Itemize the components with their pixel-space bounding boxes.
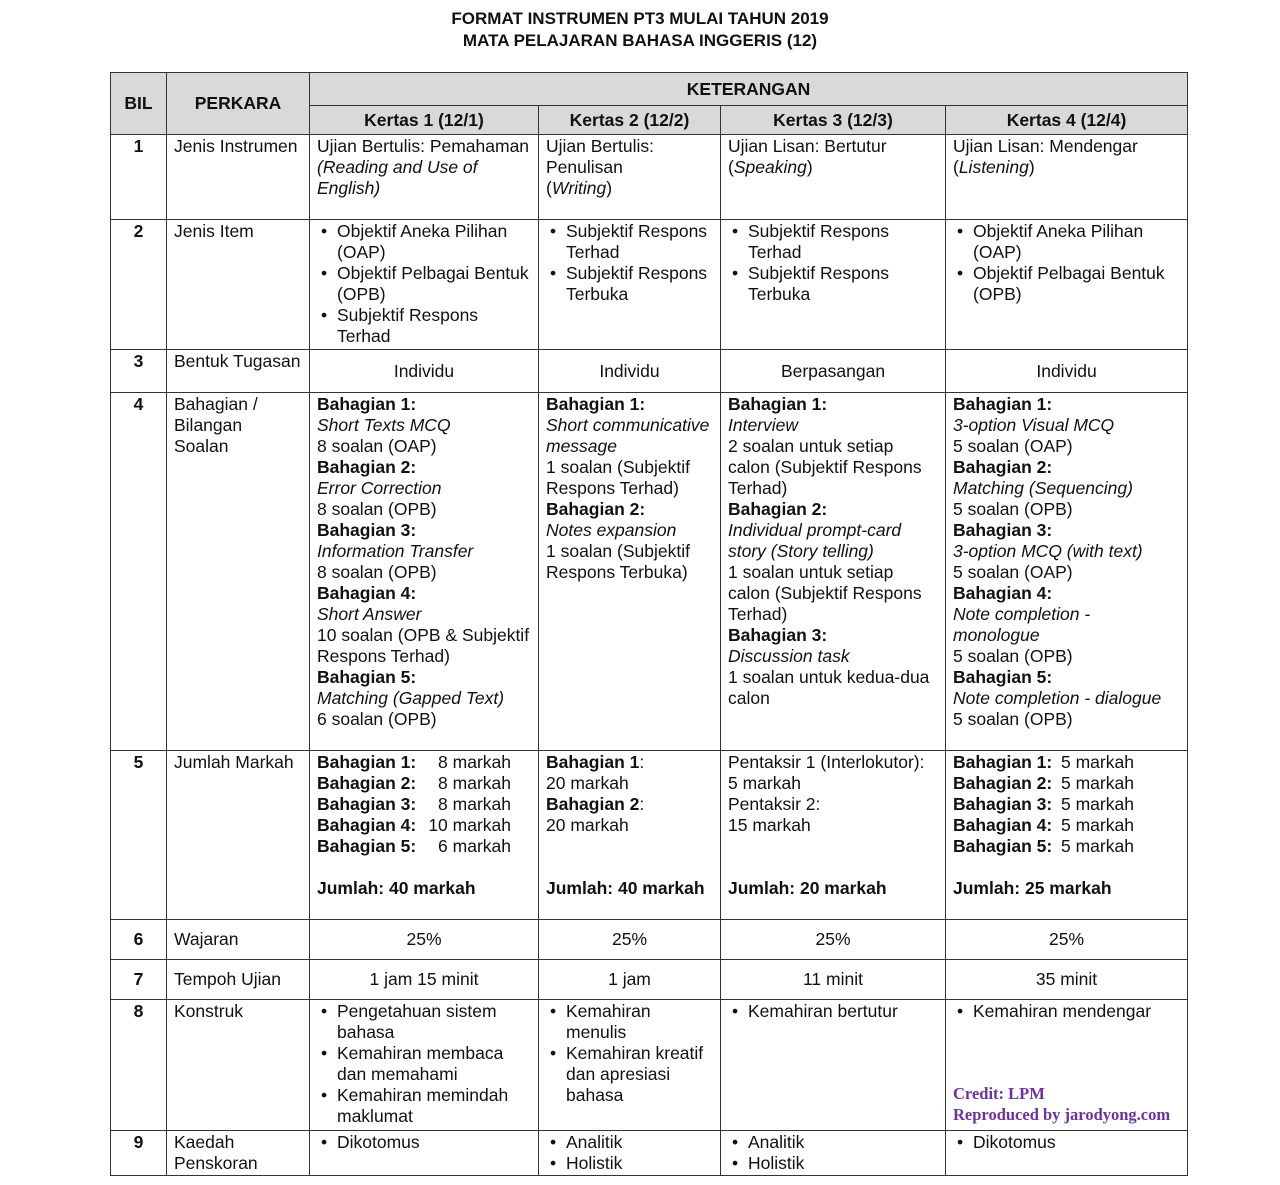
list-item: • Analitik bbox=[546, 1132, 713, 1153]
list-item: • Dikotomus bbox=[953, 1132, 1180, 1153]
list-item: • Subjektif Respons Terbuka bbox=[728, 263, 938, 305]
cell-k4 bbox=[946, 1131, 1188, 1176]
cell-k4: Bahagian 1: 3-option Visual MCQ 5 soalan (OAP) Bahagian 2: Matching (Sequencing) 5 soalan (OPB) Bahagian 3: 3-option MCQ (with text) 5 soalan (OAP) Bahagian 4: Note completion - monologue 5 soalan (OPB) Bahagian 5: Note completion - dialogue 5 soalan (OPB) bbox=[946, 393, 1188, 751]
list-item: • Subjektif Respons Terhad bbox=[728, 221, 938, 263]
list-item: • Kemahiran menulis bbox=[546, 1001, 713, 1043]
header-kertas-2: Kertas 2 (12/2) bbox=[539, 106, 721, 135]
cell-k3: Ujian Lisan: Bertutur (Speaking) bbox=[721, 135, 946, 220]
list-item: • Holistik bbox=[728, 1153, 938, 1174]
table-row bbox=[111, 350, 1188, 393]
list-item: • Subjektif Respons Terhad bbox=[317, 305, 531, 347]
cell-k2: Bahagian 1: Short communicative message 1 soalan (Subjektif Respons Terhad) Bahagian 2: Notes expansion 1 soalan (Subjektif Respons Terbuka) bbox=[539, 393, 721, 751]
cell-k2: 1 jam bbox=[539, 960, 721, 1000]
credit-line: Credit: LPM bbox=[953, 1084, 1045, 1103]
cell-k2: Bahagian 1: 20 markah Bahagian 2: 20 markah Jumlah: 40 markah bbox=[539, 751, 721, 920]
header-bil: BIL bbox=[111, 73, 167, 135]
row-label: Kaedah Penskoran bbox=[167, 1131, 310, 1176]
row-label: Wajaran bbox=[167, 920, 310, 960]
header-kertas-3: Kertas 3 (12/3) bbox=[721, 106, 946, 135]
table-row bbox=[111, 751, 1188, 920]
cell-k3 bbox=[721, 1000, 946, 1131]
cell-k3: Berpasangan bbox=[721, 350, 946, 393]
cell-k4 bbox=[946, 220, 1188, 350]
cell-k3: Bahagian 1: Interview 2 soalan untuk setiap calon (Subjektif Respons Terhad) Bahagian 2: Individual prompt-card story (Story telling) 1 soalan untuk setiap calon (Subjektif Respons Terhad) Bahagian 3: Discussion task 1 soalan untuk kedua-dua calon bbox=[721, 393, 946, 751]
cell-k4: 35 minit bbox=[946, 960, 1188, 1000]
list-item: • Kemahiran mendengar bbox=[953, 1001, 1180, 1022]
cell-k2 bbox=[539, 1131, 721, 1176]
row-number: 9 bbox=[111, 1131, 167, 1176]
row-label: Jumlah Markah bbox=[167, 751, 310, 920]
cell-k1: 1 jam 15 minit bbox=[310, 960, 539, 1000]
table-row bbox=[111, 1131, 1188, 1176]
row-number: 7 bbox=[111, 960, 167, 1000]
row-number: 4 bbox=[111, 393, 167, 751]
list-item: • Objektif Aneka Pilihan (OAP) bbox=[953, 221, 1180, 263]
list-item: • Dikotomus bbox=[317, 1132, 531, 1153]
row-label: Jenis Item bbox=[167, 220, 310, 350]
header-perkara: PERKARA bbox=[167, 73, 310, 135]
list-item: • Holistik bbox=[546, 1153, 713, 1174]
cell-k3: 25% bbox=[721, 920, 946, 960]
cell-k4: Individu bbox=[946, 350, 1188, 393]
cell-k1: Individu bbox=[310, 350, 539, 393]
cell-k2 bbox=[539, 220, 721, 350]
row-number: 2 bbox=[111, 220, 167, 350]
cell-k3: Pentaksir 1 (Interlokutor): 5 markah Pentaksir 2: 15 markah Jumlah: 20 markah bbox=[721, 751, 946, 920]
cell-k4: Ujian Lisan: Mendengar (Listening) bbox=[946, 135, 1188, 220]
cell-k2: 25% bbox=[539, 920, 721, 960]
row-number: 6 bbox=[111, 920, 167, 960]
header-kertas-1: Kertas 1 (12/1) bbox=[310, 106, 539, 135]
list-item: • Kemahiran bertutur bbox=[728, 1001, 938, 1022]
list-item: • Objektif Aneka Pilihan (OAP) bbox=[317, 221, 531, 263]
table-row bbox=[111, 393, 1188, 751]
list-item: • Objektif Pelbagai Bentuk (OPB) bbox=[317, 263, 531, 305]
cell-k2 bbox=[539, 1000, 721, 1131]
cell-k1: Bahagian 1: Short Texts MCQ 8 soalan (OAP) Bahagian 2: Error Correction 8 soalan (OPB) Bahagian 3: Information Transfer 8 soalan (OPB) Bahagian 4: Short Answer 10 soalan (OPB & Subjektif Respons Terhad) Bahagian 5: Matching (Gapped Text) 6 soalan (OPB) bbox=[310, 393, 539, 751]
cell-k4: Bahagian 1: 5 markah Bahagian 2: 5 markah Bahagian 3: 5 markah Bahagian 4: 5 markah Bahagian 5: 5 markah Jumlah: 25 markah bbox=[946, 751, 1188, 920]
row-label: Konstruk bbox=[167, 1000, 310, 1131]
cell-k1: 25% bbox=[310, 920, 539, 960]
list-item: • Analitik bbox=[728, 1132, 938, 1153]
row-label: Bahagian / Bilangan Soalan bbox=[167, 393, 310, 751]
credit-watermark bbox=[953, 1083, 1170, 1125]
row-number: 5 bbox=[111, 751, 167, 920]
table-row bbox=[111, 960, 1188, 1000]
list-item: • Kemahiran kreatif dan apresiasi bahasa bbox=[546, 1043, 713, 1106]
document-subtitle: MATA PELAJARAN BAHASA INGGERIS (12) bbox=[462, 31, 818, 50]
cell-k1 bbox=[310, 1000, 539, 1131]
list-item: • Subjektif Respons Terhad bbox=[546, 221, 713, 263]
table-row bbox=[111, 920, 1188, 960]
cell-k1 bbox=[310, 220, 539, 350]
list-item: • Pengetahuan sistem bahasa bbox=[317, 1001, 531, 1043]
row-label: Bentuk Tugasan bbox=[167, 350, 310, 393]
cell-k2: Ujian Bertulis: Penulisan (Writing) bbox=[539, 135, 721, 220]
cell-k3: 11 minit bbox=[721, 960, 946, 1000]
header-kertas-4: Kertas 4 (12/4) bbox=[946, 106, 1188, 135]
list-item: • Kemahiran memindah maklumat bbox=[317, 1085, 531, 1127]
row-label: Tempoh Ujian bbox=[167, 960, 310, 1000]
row-label: Jenis Instrumen bbox=[167, 135, 310, 220]
document-title: FORMAT INSTRUMEN PT3 MULAI TAHUN 2019 bbox=[451, 9, 829, 28]
cell-k1: Bahagian 1: 8 markah Bahagian 2: 8 markah Bahagian 3: 8 markah Bahagian 4: 10 markah Bahagian 5: 6 markah Jumlah: 40 markah bbox=[310, 751, 539, 920]
format-table bbox=[110, 72, 1188, 1176]
cell-k1 bbox=[310, 1131, 539, 1176]
list-item: • Subjektif Respons Terbuka bbox=[546, 263, 713, 305]
row-number: 1 bbox=[111, 135, 167, 220]
table-row bbox=[111, 220, 1188, 350]
cell-k3 bbox=[721, 220, 946, 350]
list-item: • Kemahiran membaca dan memahami bbox=[317, 1043, 531, 1085]
credit-line: Reproduced by jarodyong.com bbox=[953, 1105, 1171, 1124]
list-item: • Objektif Pelbagai Bentuk (OPB) bbox=[953, 263, 1180, 305]
cell-k2: Individu bbox=[539, 350, 721, 393]
cell-k4: 25% bbox=[946, 920, 1188, 960]
header-keterangan: KETERANGAN bbox=[310, 73, 1188, 106]
cell-k1: Ujian Bertulis: Pemahaman (Reading and Use of English) bbox=[310, 135, 539, 220]
cell-k3 bbox=[721, 1131, 946, 1176]
table-row bbox=[111, 135, 1188, 220]
row-number: 3 bbox=[111, 350, 167, 393]
row-number: 8 bbox=[111, 1000, 167, 1131]
